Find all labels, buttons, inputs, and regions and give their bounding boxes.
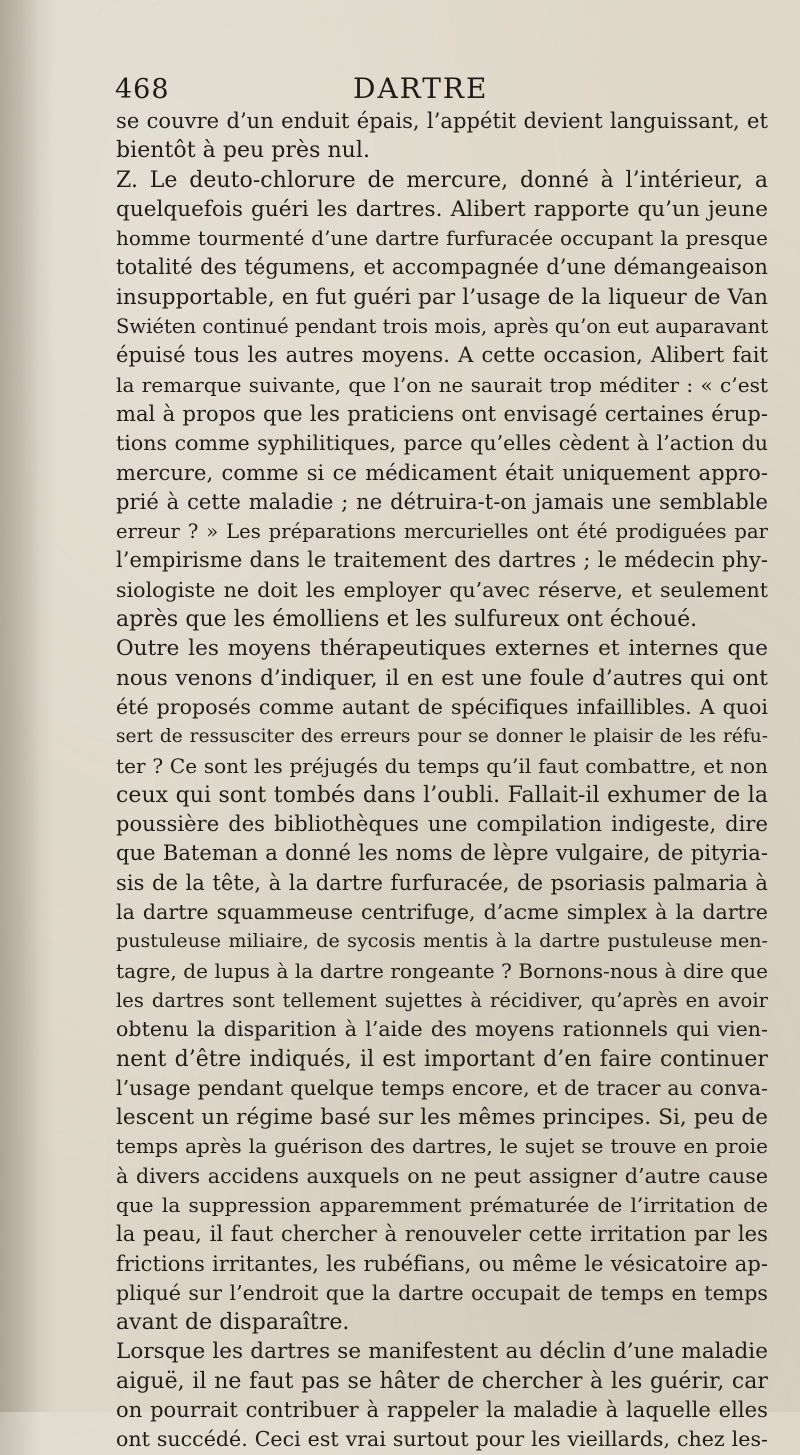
text-line: lescent un régime basé sur les mêmes principes. Si, peu de: [116, 1105, 768, 1131]
text-line: aiguë, il ne faut pas se hâter de chercher à les guérir, car: [116, 1368, 768, 1394]
text-line: ter ? Ce sont les préjugés du temps qu’il faut combattre, et non: [116, 753, 768, 778]
text-line: mercure, comme si ce médicament était uniquement appro-: [116, 460, 768, 485]
text-line: à divers accidens auxquels on ne peut assigner d’autre cause: [116, 1163, 768, 1188]
text-line: homme tourmenté d’une dartre furfuracée occupant la presque: [116, 226, 768, 251]
text-line: l’empirisme dans le traitement des dartres ; le médecin phy-: [116, 548, 768, 573]
page-number: 468: [115, 74, 170, 105]
text-line: que la suppression apparemment prématurée de l’irritation de: [116, 1192, 768, 1217]
text-line: mal à propos que les praticiens ont envisagé certaines érup-: [116, 401, 768, 426]
text-line: temps après la guérison des dartres, le sujet se trouve en proie: [116, 1134, 768, 1159]
text-line: Z. Le deuto-chlorure de mercure, donné à l’intérieur, a: [116, 167, 768, 193]
text-line: que Bateman a donné les noms de lèpre vulgaire, de pityria-: [116, 841, 768, 866]
text-line: sis de la tête, à la dartre furfuracée, de psoriasis palmaria à: [116, 870, 768, 895]
text-line: totalité des tégumens, et accompagnée d’une démangeaison: [116, 255, 768, 280]
text-line: Swiéten continué pendant trois mois, après qu’on eut auparavant: [116, 315, 769, 339]
text-line: sert de ressusciter des erreurs pour se donner le plaisir de les réfu-: [116, 726, 768, 748]
text-line: poussière des bibliothèques une compilation indigeste, dire: [116, 812, 768, 837]
text-line: été proposés comme autant de spécifiques infaillibles. A quoi: [116, 694, 768, 719]
text-line: frictions irritantes, les rubéfians, ou même le vésicatoire ap-: [116, 1251, 768, 1276]
text-line: la peau, il faut chercher à renouveler cette irritation par les: [116, 1222, 768, 1247]
body-text: [116, 107, 768, 1455]
text-line: tagre, de lupus à la dartre rongeante ? Bornons-nous à dire que: [116, 958, 768, 983]
text-line: prié à cette maladie ; ne détruira-t-on jamais une semblable: [116, 489, 768, 514]
text-line: Outre les moyens thérapeutiques externes et internes que: [116, 636, 768, 662]
text-line: quelquefois guéri les dartres. Alibert rapporte qu’un jeune: [116, 196, 768, 222]
text-line: épuisé tous les autres moyens. A cette occasion, Alibert fait: [116, 343, 768, 368]
text-line: tions comme syphilitiques, parce qu’elles cèdent à l’action du: [116, 431, 768, 456]
text-line: siologiste ne doit les employer qu’avec réserve, et seulement: [116, 577, 768, 602]
text-line: pustuleuse miliaire, de sycosis mentis à la dartre pustuleuse men-: [116, 930, 768, 953]
text-line: Lorsque les dartres se manifestent au déclin d’une maladie: [116, 1339, 768, 1365]
text-line: après que les émolliens et les sulfureux ont échoué.: [116, 607, 698, 633]
text-line: nous venons d’indiquer, il en est une foule d’autres qui ont: [116, 665, 768, 691]
text-line: se couvre d’un enduit épais, l’appétit devient languissant, et: [116, 109, 768, 133]
text-line: insupportable, en fut guéri par l’usage de la liqueur de Van: [116, 284, 768, 310]
text-line: ceux qui sont tombés dans l’oubli. Fallait-il exhumer de la: [116, 782, 768, 808]
text-line: ont succédé. Ceci est vrai surtout pour les vieillards, chez les-: [116, 1427, 768, 1452]
text-line: nent d’être indiqués, il est important d’en faire continuer: [116, 1046, 768, 1072]
text-line: l’usage pendant quelque temps encore, et de tracer au conva-: [116, 1075, 768, 1100]
text-line: les dartres sont tellement sujettes à récidiver, qu’après en avoir: [116, 988, 768, 1012]
text-line: la remarque suivante, que l’on ne saurait trop méditer : « c’est: [116, 372, 768, 397]
text-line: obtenu la disparition à l’aide des moyens rationnels qui vien-: [116, 1017, 768, 1042]
page-header: [115, 72, 755, 112]
text-line: avant de disparaître.: [116, 1310, 350, 1336]
text-line: la dartre squammeuse centrifuge, d’acme simplex à la dartre: [116, 900, 768, 925]
text-line: on pourrait contribuer à rappeler la maladie à laquelle elles: [116, 1398, 768, 1423]
text-line: erreur ? » Les préparations mercurielles ont été prodiguées par: [116, 520, 768, 544]
text-line: pliqué sur l’endroit que la dartre occupait de temps en temps: [116, 1280, 768, 1305]
running-title: DARTRE: [353, 72, 489, 105]
page-binding-shadow: [0, 0, 55, 1412]
text-line: bientôt à peu près nul.: [116, 138, 371, 164]
